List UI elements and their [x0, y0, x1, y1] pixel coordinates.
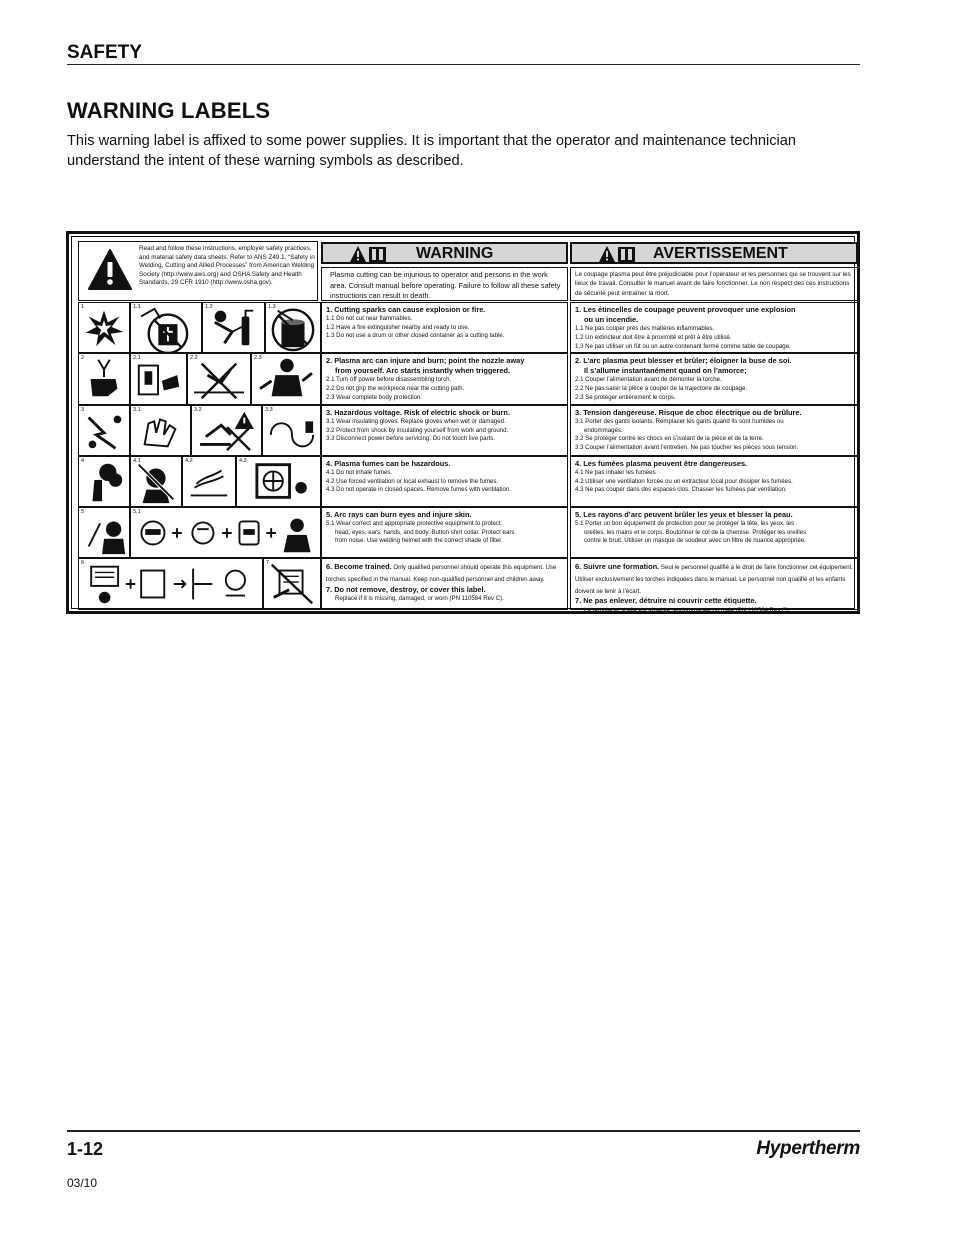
hazard-heading: 1. Cutting sparks can cause explosion or fire. — [326, 305, 486, 314]
hazard-item: 4.1 Do not inhale fumes. — [326, 469, 393, 477]
power-off-icon — [131, 354, 186, 404]
label-body: Replace if it is missing, damaged, or worn (PN 110584 Rev C). — [335, 594, 504, 602]
training-icon — [79, 559, 262, 609]
pic-number: 1.1 — [133, 304, 141, 310]
hazard-text-en-6 — [321, 558, 568, 610]
hazard-item: 2.2 Do not grip the workpiece near the cutting path. — [326, 385, 465, 392]
pic-number: 4.1 — [133, 458, 141, 464]
hazard-row-1 — [78, 302, 858, 353]
hazard-item: 1.2 Have a fire extinguisher nearby and ready to use. — [326, 323, 470, 331]
protective-equipment-icon — [131, 508, 320, 557]
hazard-pic-3 — [78, 405, 130, 456]
section-title: SAFETY — [67, 42, 142, 63]
label-intro-box — [78, 241, 318, 301]
pic-number: 2.1 — [133, 355, 141, 361]
hazard-heading-cont: ou un incendie. — [584, 315, 639, 325]
hazard-heading-cont: from yourself. Arc starts instantly when triggered. — [335, 366, 511, 376]
hazard-heading: 3. Hazardous voltage. Risk of electric shock or burn. — [326, 408, 510, 417]
hazard-item: 1.3 Ne pas utiliser un fût ou un autre contenant fermé comme table de coupage. — [575, 342, 791, 350]
body-protection-icon — [252, 354, 320, 404]
hazard-pic-5 — [78, 507, 130, 558]
hazard-item: 1.3 Do not use a drum or other closed container as a cutting table. — [326, 332, 505, 340]
hazard-item: 3.3 Couper l’alimentation avant l’entretien. Ne pas toucher les pièces sous tension. — [575, 443, 799, 451]
pic-number: 6 — [81, 560, 85, 566]
warning-triangle-icon — [87, 248, 133, 292]
pic-number: 7 — [266, 560, 270, 566]
pic-number: 2 — [81, 355, 85, 361]
training-heading: 6. Suivre une formation. — [575, 562, 660, 571]
electric-shock-icon — [79, 406, 129, 455]
pic-number: 4.2 — [185, 458, 193, 464]
hazard-row-6 — [78, 558, 858, 614]
warning-header — [321, 242, 568, 264]
pic-number: 4 — [81, 458, 85, 464]
hazard-pic-4-3 — [236, 456, 321, 507]
pic-number: 3.1 — [133, 407, 141, 413]
hazard-pic-3-1 — [130, 405, 191, 456]
hazard-text-en-4 — [321, 456, 568, 507]
hazard-text-fr-3 — [570, 405, 858, 456]
pic-number: 2.2 — [190, 355, 198, 361]
hazard-text-fr-4 — [570, 456, 858, 507]
hazard-heading: 5. Les rayons d’arc peuvent brûler les yeux et blesser la peau. — [575, 510, 793, 519]
hazard-heading-cont: Il s’allume instantanément quand on l’amorce; — [584, 366, 747, 376]
forced-ventilation-icon — [183, 457, 235, 506]
exhaust-fan-icon — [237, 457, 320, 506]
arc-burn-hand-icon — [79, 354, 129, 404]
pic-number: 3 — [81, 407, 85, 413]
hazard-heading: 2. Plasma arc can injure and burn; point the nozzle away — [326, 356, 525, 365]
lead-text-en: Plasma cutting can be injurious to operator and persons in the work area. Consult manual before operating. Failure to follow all these safety instructions can result in death. — [321, 267, 568, 301]
hazard-pic-3-3 — [262, 405, 321, 456]
pic-number: 1.3 — [268, 304, 276, 310]
hazard-item-cont: oreilles, les mains et le corps. Boutonner le col de la chemise. Protéger les oreilles — [584, 528, 807, 536]
hazard-item: 5.1 Porter un bon équipement de protection pour se protéger la tête, les yeux, les — [575, 520, 795, 528]
hazard-item: 5.1 Wear correct and appropriate protective equipment to protect — [326, 520, 501, 528]
training-body: Seul le personnel qualifié a le droit de faire fonctionner cet équipement. Utiliser exclusivement les torches indiquées dans le manual. Le personnel non qualifié et les enfants doivent se tenir à l’écart. — [575, 564, 853, 595]
hazard-item: 4.2 Use forced ventilation or local exhaust to remove the fumes. — [326, 477, 499, 485]
explosion-icon — [79, 303, 129, 352]
hazard-text-en-3 — [321, 405, 568, 456]
hazard-item: 3.2 Se protéger contre les chocs en s’isolant de la pièce et de la terre. — [575, 435, 764, 443]
hazard-item: 2.1 Couper l’alimentation avant de démonter la torche. — [575, 376, 722, 384]
hazard-item: 1.1 Ne pas couper près des matières inflammables. — [575, 325, 715, 333]
training-heading: 6. Become trained. — [326, 562, 392, 571]
hazard-pic-5-1 — [130, 507, 321, 558]
page-heading: WARNING LABELS — [67, 98, 271, 123]
bottom-rule — [67, 1130, 860, 1132]
intro-paragraph: This warning label is affixed to some power supplies. It is important that the operator and maintenance technician understand the intent of these warning symbols as described. — [67, 133, 797, 169]
hazard-item: 3.2 Protect from shock by insulating yourself from work and ground. — [326, 426, 509, 434]
hazard-pic-7 — [263, 558, 321, 610]
warning-word: WARNING — [416, 245, 494, 262]
hazard-pic-2-2 — [187, 353, 251, 405]
hazard-item: 4.3 Do not operate in closed spaces. Remove fumes with ventilation. — [326, 486, 511, 494]
page-number: 1-12 — [67, 1139, 104, 1159]
hazard-item: 2.3 Se protéger entièrement le corps. — [575, 393, 676, 401]
pic-number: 3.3 — [265, 407, 273, 413]
insulate-from-ground-icon — [192, 406, 261, 455]
hazard-row-4 — [78, 456, 858, 507]
hazard-text-en-2 — [321, 353, 568, 405]
no-remove-label-icon — [264, 559, 320, 609]
revision-date: 03/10 — [67, 1176, 98, 1190]
hazard-text-en-5 — [321, 507, 568, 558]
hazard-pic-1-1 — [130, 302, 202, 353]
hazard-item: 1.2 Un extincteur doit être à proximité et prêt à être utilisé. — [575, 334, 732, 341]
pic-number: 1.2 — [205, 304, 213, 310]
hazard-pic-2 — [78, 353, 130, 405]
insulating-gloves-icon — [131, 406, 190, 455]
hazard-item: 3.1 Porter des gants isolants. Remplacer les gants quand ils sont humides ou — [575, 418, 784, 426]
top-rule — [67, 64, 860, 65]
pic-number: 4.3 — [239, 458, 247, 464]
hazard-item: 3.3 Disconnect power before servicing. Do not touch live parts. — [326, 435, 496, 443]
hazard-row-3 — [78, 405, 858, 456]
hazard-pic-1-3 — [265, 302, 321, 353]
hazard-item-cont: contre le bruit. Utiliser un masque de soudeur avec un filtre de nuance appropriée. — [584, 537, 806, 545]
hazard-heading: 4. Plasma fumes can be hazardous. — [326, 459, 451, 468]
hazard-text-fr-6 — [570, 558, 858, 614]
avertissement-word: AVERTISSEMENT — [653, 245, 788, 262]
training-text-fr — [575, 561, 853, 596]
hazard-pic-1-2 — [202, 302, 265, 353]
hazard-text-fr-1 — [570, 302, 858, 353]
hazard-pic-4-1 — [130, 456, 182, 507]
hazard-pic-4 — [78, 456, 130, 507]
training-text-en — [326, 561, 563, 585]
hazard-pic-2-3 — [251, 353, 321, 405]
no-inhale-icon — [131, 457, 181, 506]
pic-number: 2.3 — [254, 355, 262, 361]
hazard-pic-2-1 — [130, 353, 187, 405]
hazard-heading: 1. Les étincelles de coupage peuvent provoquer une explosion — [575, 305, 796, 314]
fire-extinguisher-icon — [203, 303, 264, 352]
label-heading: 7. Ne pas enlever, détruire ni couvrir cette étiquette. — [575, 596, 757, 606]
hazard-item-cont: endommagés. — [584, 426, 623, 434]
hazard-item: 2.1 Turn off power before disassembling torch. — [326, 376, 452, 384]
hazard-pic-3-2 — [191, 405, 262, 456]
training-body: Only qualified personnel should operate this equipment. Use torches specified in the manual. Keep non-qualified personnel and children away. — [326, 564, 557, 583]
label-body: La remplacer si elle est absente, endommagée ou usée (PN 110584 Rev C). — [584, 606, 791, 614]
lead-text-fr: Le coupage plasma peut être préjudiciable pour l’opérateur et les personnes qui se trouvent sur les lieux de travail. Consulter le manuel avant de faire fonctionner. Le non respect des ces instructions de sécurité peut entraîner la mort. — [570, 267, 858, 301]
hazard-row-2 — [78, 353, 858, 405]
warning-header-icons — [349, 245, 389, 263]
avertissement-header-icons — [598, 245, 638, 263]
hazard-heading: 3. Tension dangereuse. Risque de choc électrique ou de brûlure. — [575, 408, 802, 417]
hazard-item: 2.3 Wear complete body protection. — [326, 393, 423, 401]
no-flammables-icon — [131, 303, 201, 352]
avertissement-header — [570, 242, 858, 264]
hazard-item: 4.1 Ne pas inhaler les fumées — [575, 469, 656, 477]
hazard-pic-1 — [78, 302, 130, 353]
hazard-item: 4.2 Utiliser une ventilation forcée ou un extracteur local pour dissiper les fumées. — [575, 477, 793, 485]
hazard-text-en-1 — [321, 302, 568, 353]
label-heading: 7. Do not remove, destroy, or cover this label. — [326, 584, 486, 594]
disconnect-power-icon — [263, 406, 320, 455]
brand-logo: Hypertherm — [756, 1138, 860, 1159]
hazard-text-fr-2 — [570, 353, 858, 405]
hazard-heading: 4. Les fumées plasma peuvent être dangereuses. — [575, 459, 748, 468]
hazard-item-cont: from noise. Use welding helmet with the correct shade of filter. — [335, 537, 503, 545]
label-intro-text: Read and follow these instructions, employer safety practices, and material safety data sheets. Refer to ANS Z49.1, “Safety in Welding, Cutting and Allied Processes” from American Welding Society (http://www.aws.org) and OSHA Safety and Health Standards, 29 CFR 1910 (http://www.osha.gov). — [139, 245, 315, 287]
pic-number: 1 — [81, 304, 85, 310]
hazard-item: 1.1 Do not cut near flammables. — [326, 315, 413, 323]
hazard-heading: 5. Arc rays can burn eyes and injure skin. — [326, 510, 472, 519]
hazard-text-fr-5 — [570, 507, 858, 558]
warning-label — [66, 231, 860, 614]
hazard-pic-6 — [78, 558, 263, 610]
fumes-icon — [79, 457, 129, 506]
hazard-item: 3.1 Wear insulating gloves. Replace gloves when wet or damaged. — [326, 418, 506, 426]
hazard-pic-4-2 — [182, 456, 236, 507]
pic-number: 5.1 — [133, 509, 141, 515]
hazard-row-5 — [78, 507, 858, 558]
hazard-item: 2.2 Ne pas saisir la pièce à couper de la trajectoire de coupage. — [575, 385, 748, 392]
warning-label-inner — [71, 236, 855, 614]
arc-rays-icon — [79, 508, 129, 557]
hazard-heading: 2. L’arc plasma peut blesser et brûler; éloigner la buse de soi. — [575, 356, 792, 365]
hazard-item: 4.3 Ne pas couper dans des espaces clos. Chasser les fumées par ventilation. — [575, 486, 787, 494]
pic-number: 5 — [81, 509, 85, 515]
no-drum-cutting-icon — [266, 303, 320, 352]
hazard-item-cont: head, eyes, ears, hands, and body. Button shirt collar. Protect ears — [335, 528, 515, 536]
no-grip-workpiece-icon — [188, 354, 250, 404]
pic-number: 3.2 — [194, 407, 202, 413]
